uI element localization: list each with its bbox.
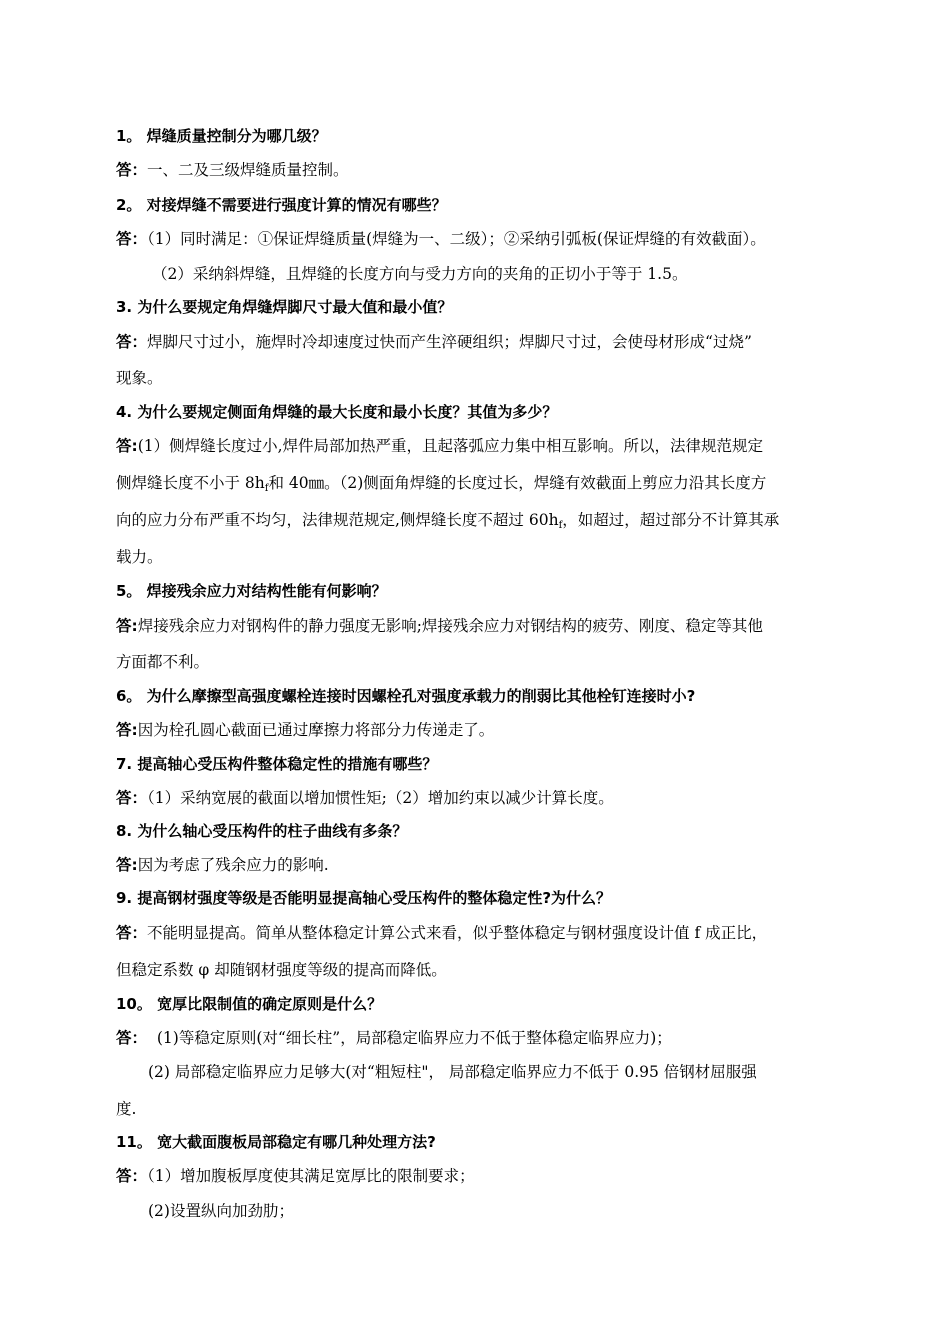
answer-3-line-1 [116,332,876,352]
question-6: 6。 为什么摩擦型高强度螺栓连接时因螺栓孔对强度承载力的削弱比其他栓钉连接时小? [116,687,696,705]
answer-7 [116,788,876,808]
answer-10-line-2: (2) 局部稳定临界应力足够大(对“粗短柱"， 局部稳定临界应力不低于 0.95 倍钢材屈服强 [148,1063,757,1081]
answer-label: 答: [116,856,138,874]
answer-text: (1)等稳定原则(对“细长柱”，局部稳定临界应力不低于整体稳定临界应力)； [147,1029,672,1047]
answer-2-line-1 [116,229,876,249]
answer-text: (1）侧焊缝长度过小,焊件局部加热严重，且起落弧应力集中相互影响。所以，法律规范规定 [137,437,764,455]
answer-label: 答： [116,924,148,942]
question-3: 3. 为什么要规定角焊缝焊脚尺寸最大值和最小值？ [116,298,453,316]
answer-text: 和 40㎜。（2)侧面角焊缝的长度过长，焊缝有效截面上剪应力沿其长度方 [268,474,767,492]
answer-label: 答: [116,617,138,635]
answer-11-line-1 [116,1166,876,1186]
question-9: 9. 提高钢材强度等级是否能明显提高轴心受压构件的整体稳定性?为什么？ [116,889,612,907]
answer-6 [116,720,876,740]
answer-4-line-3 [116,510,876,536]
answer-9-line-1 [116,923,876,943]
answer-text: （1）同时满足：①保证焊缝质量(焊缝为一、二级）；②采纳引弧板(保证焊缝的有效截面）。 [147,230,766,248]
question-5: 5。 焊接残余应力对结构性能有何影响？ [116,582,387,600]
answer-5-line-1 [116,616,876,636]
answer-label: 答： [116,1029,148,1047]
answer-10-line-1 [116,1028,876,1048]
question-7: 7. 提高轴心受压构件整体稳定性的措施有哪些？ [116,755,438,773]
question-2: 2。 对接焊缝不需要进行强度计算的情况有哪些？ [116,196,447,214]
answer-8 [116,855,876,875]
answer-text: 焊接残余应力对钢构件的静力强度无影响;焊接残余应力对钢结构的疲劳、刚度、稳定等其他 [137,617,763,635]
question-4: 4. 为什么要规定侧面角焊缝的最大长度和最小长度？其值为多少？ [116,403,558,421]
answer-5-line-2: 方面都不利。 [116,653,210,671]
answer-11-line-2: (2)设置纵向加劲肋； [148,1202,294,1220]
answer-3-line-2: 现象。 [116,369,163,387]
subscript: f [558,520,563,531]
answer-text: 侧焊缝长度不小于 8h [116,474,265,492]
answer-label: 答： [116,789,148,807]
answer-label: 答： [116,1167,148,1185]
answer-4-line-4: 载力。 [116,548,163,566]
answer-label: 答： [116,161,148,179]
answer-text: ，如超过，超过部分不计算其承 [562,511,780,529]
answer-label: 答： [116,333,148,351]
answer-label: 答: [116,721,138,739]
answer-label: 答： [116,230,148,248]
answer-label: 答: [116,437,138,455]
answer-text: 一、二及三级焊缝质量控制。 [147,161,349,179]
question-8: 8. 为什么轴心受压构件的柱子曲线有多条？ [116,822,408,840]
answer-4-line-2 [116,473,876,499]
answer-text: 因为考虑了残余应力的影响. [137,856,329,874]
answer-10-line-3: 度. [116,1100,137,1118]
subscript: f [264,483,269,494]
answer-9-line-2: 但稳定系数 φ 却随钢材强度等级的提高而降低。 [116,961,447,979]
answer-text: （1）增加腹板厚度使其满足宽厚比的限制要求； [147,1167,475,1185]
answer-text: 因为栓孔圆心截面已通过摩擦力将部分力传递走了。 [137,721,495,739]
answer-2-line-2: （2）采纳斜焊缝，且焊缝的长度方向与受力方向的夹角的正切小于等于 1.5。 [152,265,688,283]
question-10: 10。 宽厚比限制值的确定原则是什么？ [116,995,383,1013]
answer-text: 焊脚尺寸过小，施焊时冷却速度过快而产生淬硬组织；焊脚尺寸过，会使母材形成“过烧” [147,333,752,351]
answer-text: （1）采纳宽展的截面以增加惯性矩;（2）增加约束以减少计算长度。 [147,789,614,807]
answer-4-line-1 [116,436,876,456]
answer-text: 不能明显提高。简单从整体稳定计算公式来看，似乎整体稳定与钢材强度设计值 f 成正比， [147,924,768,942]
question-1: 1。 焊缝质量控制分为哪几级？ [116,127,327,145]
answer-text: 向的应力分布严重不均匀，法律规范规定,侧焊缝长度不超过 60h [116,511,559,529]
question-11: 11。 宽大截面腹板局部稳定有哪几种处理方法? [116,1133,436,1151]
answer-1 [116,160,876,180]
